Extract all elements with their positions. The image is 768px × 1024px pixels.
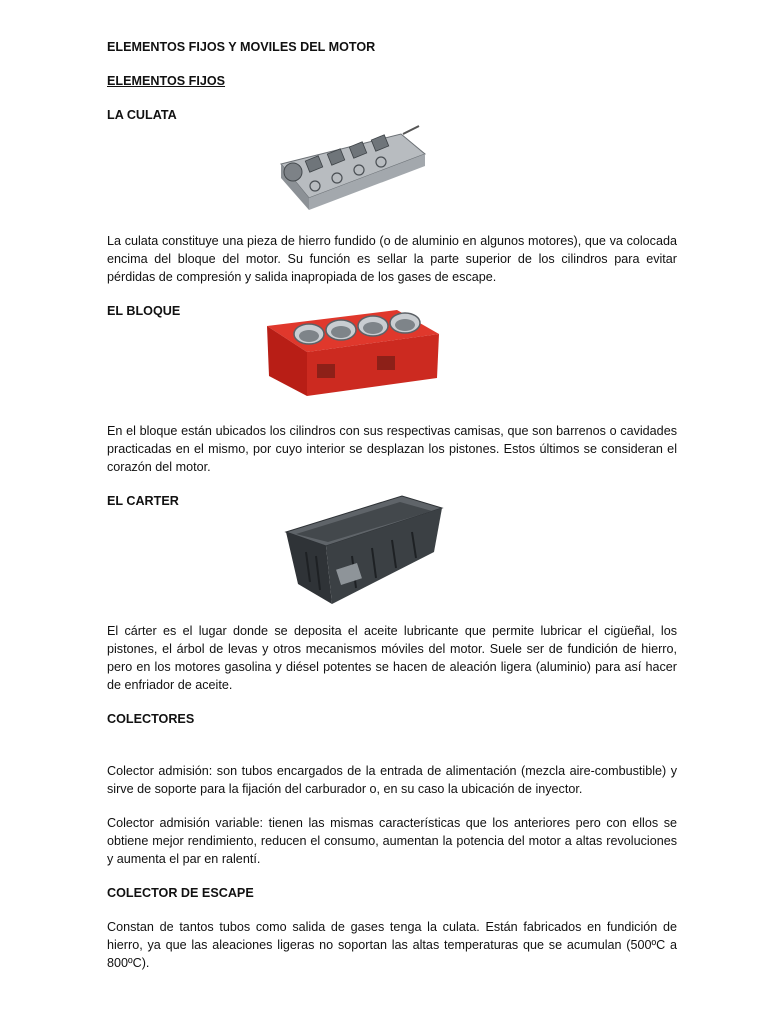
- carter-figure: [107, 510, 677, 610]
- escape-text: Constan de tantos tubos como salida de gases tenga la culata. Están fabricados en fundición de hierro, ya que las aleaciones ligeras no soportan las altas temperaturas que se acumulan (500ºC a 800ºC).: [107, 920, 677, 970]
- engine-block-image: [257, 306, 447, 398]
- document-title: ELEMENTOS FIJOS Y MOVILES DEL MOTOR: [107, 40, 376, 54]
- carter-text: El cárter es el lugar donde se deposita el aceite lubricante que permite lubricar el cigüeñal, los pistones, el árbol de levas y otros mecanismos móviles del motor. Suele ser de fundición de hierro, pero en los motores gasolina y diésel potentes se hacen de aleación ligera (aluminio) para así hacer de enfriador de aceite.: [107, 624, 677, 692]
- oil-pan-image: [272, 492, 448, 616]
- bloque-figure: [107, 320, 677, 412]
- culata-figure: [107, 124, 677, 220]
- colector-admision-text: Colector admisión: son tubos encargados de la entrada de alimentación (mezcla aire-combustible) y sirve de soporte para la fijación del carburador o, en su caso la ubicación de inyector.: [107, 764, 677, 796]
- colectores-heading: COLECTORES: [107, 712, 195, 726]
- bloque-heading: EL BLOQUE: [107, 304, 181, 318]
- colector-admision-variable-text: Colector admisión variable: tienen las mismas características que los anteriores pero con ellos se obtiene mejor rendimiento, reducen el consumo, aumentan la potencia del motor a altas revoluciones y aumenta el par en ralentí.: [107, 816, 677, 866]
- escape-heading: COLECTOR DE ESCAPE: [107, 886, 254, 900]
- culata-text: La culata constituye una pieza de hierro fundido (o de aluminio en algunos motores), que va colocada encima del bloque del motor. Su función es sellar la parte superior de los cilindros para evitar pérdidas de compresión y salida inapropiada de los gases de escape.: [107, 234, 677, 284]
- document-page: [107, 38, 677, 972]
- carter-heading: EL CARTER: [107, 494, 179, 508]
- cylinder-head-image: [273, 124, 433, 216]
- culata-heading: LA CULATA: [107, 108, 177, 122]
- bloque-text: En el bloque están ubicados los cilindros con sus respectivas camisas, que son barrenos o cavidades practicadas en el mismo, por cuyo interior se desplazan los pistones. Estos últimos se consideran el corazón del motor.: [107, 424, 677, 474]
- section-title: ELEMENTOS FIJOS: [107, 74, 226, 88]
